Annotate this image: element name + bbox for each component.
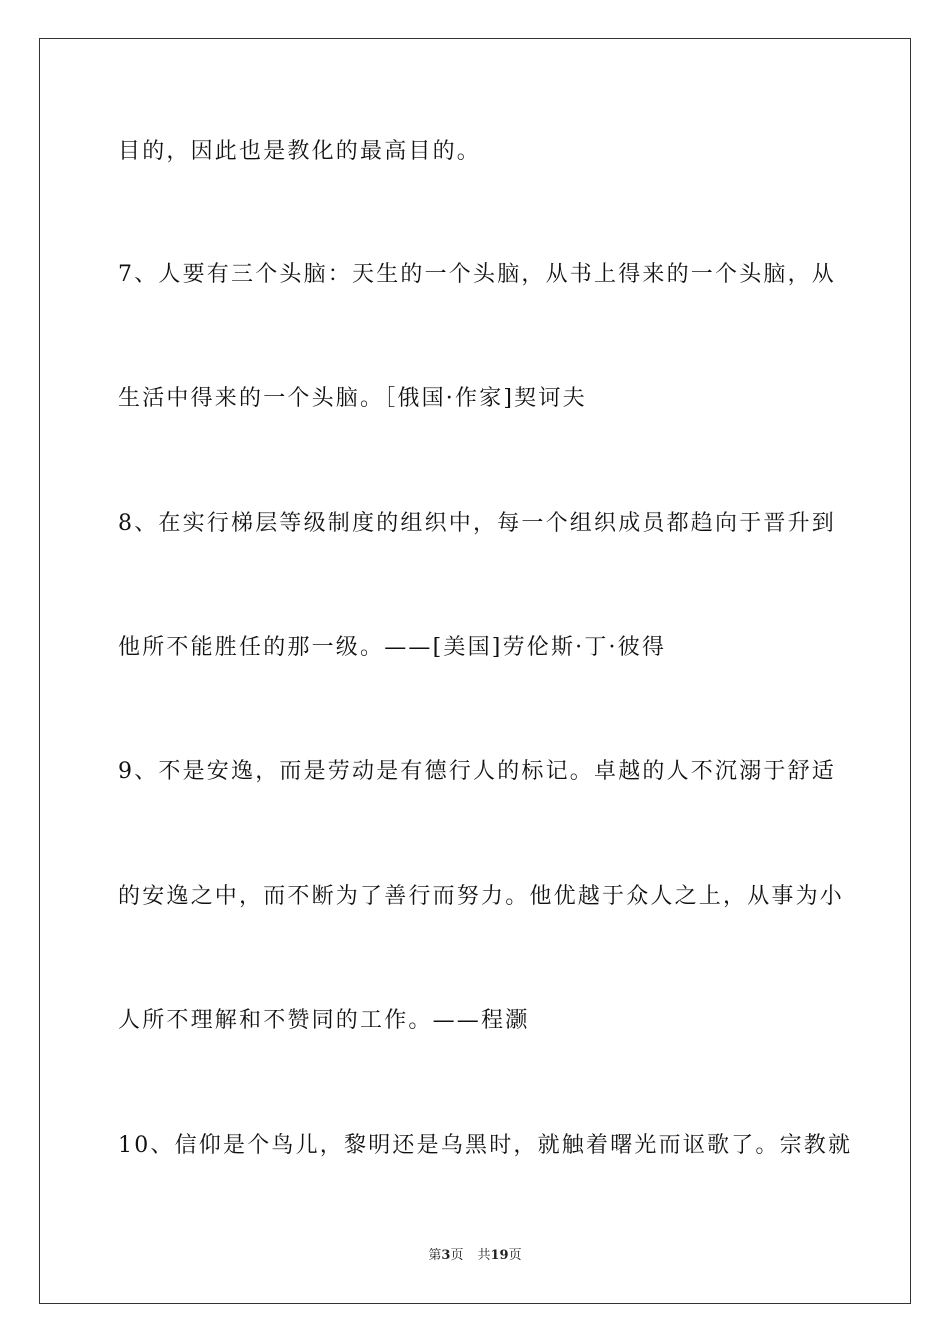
page-footer <box>0 1247 950 1265</box>
footer-page-prefix: 第 <box>428 1248 442 1263</box>
footer-total-prefix: 共 <box>477 1248 491 1263</box>
text-line-3: 生活中得来的一个头脑。［俄国·作家]契诃夫 <box>118 386 587 411</box>
text-line-1: 目的，因此也是教化的最高目的。 <box>118 139 482 164</box>
text-line-4: 8、在实行梯层等级制度的组织中，每一个组织成员都趋向于晋升到 <box>118 511 836 536</box>
text-line-9: 10、信仰是个鸟儿，黎明还是乌黑时，就触着曙光而讴歌了。宗教就 <box>118 1133 853 1158</box>
text-line-8: 人所不理解和不赞同的工作。——程灏 <box>118 1008 530 1033</box>
footer-total-suffix: 页 <box>508 1248 522 1263</box>
footer-page-number: 3 <box>441 1248 451 1263</box>
footer-page-suffix: 页 <box>450 1248 464 1263</box>
text-line-2: 7、人要有三个头脑：天生的一个头脑，从书上得来的一个头脑，从 <box>118 262 836 287</box>
text-line-6: 9、不是安逸，而是劳动是有德行人的标记。卓越的人不沉溺于舒适 <box>118 759 836 784</box>
page-border <box>39 38 911 1304</box>
text-line-5: 他所不能胜任的那一级。——[美国]劳伦斯·丁·彼得 <box>118 635 667 660</box>
footer-total-pages: 19 <box>490 1248 509 1263</box>
text-line-7: 的安逸之中，而不断为了善行而努力。他优越于众人之上，从事为小 <box>118 884 845 909</box>
